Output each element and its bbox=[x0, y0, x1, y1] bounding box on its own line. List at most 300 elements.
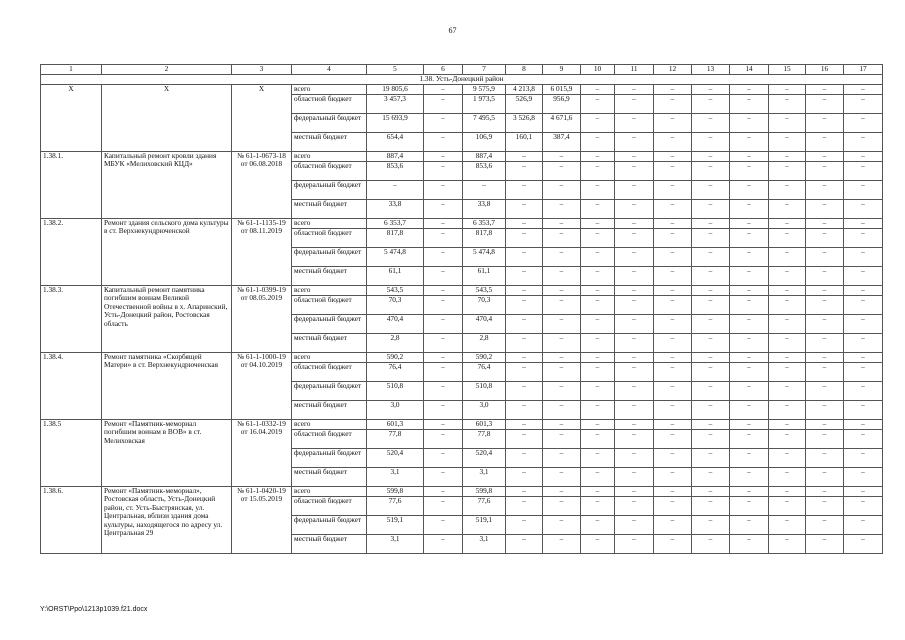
value-cell: – bbox=[424, 248, 463, 267]
value-cell: – bbox=[730, 334, 769, 353]
value-cell: – bbox=[424, 267, 463, 286]
value-cell: – bbox=[730, 487, 769, 497]
budget-source: областной бюджет bbox=[292, 162, 367, 181]
value-cell: – bbox=[654, 267, 692, 286]
value-cell: 77,8 bbox=[463, 430, 506, 449]
value-cell: – bbox=[506, 267, 543, 286]
value-cell: – bbox=[424, 95, 463, 114]
value-cell: 2,8 bbox=[463, 334, 506, 353]
value-cell: – bbox=[844, 420, 883, 430]
value-cell: – bbox=[581, 487, 615, 497]
value-cell: – bbox=[806, 296, 844, 315]
value-cell: – bbox=[615, 430, 654, 449]
value-cell: – bbox=[543, 497, 581, 516]
value-cell: – bbox=[543, 152, 581, 162]
value-cell: – bbox=[543, 229, 581, 248]
value-cell: – bbox=[769, 95, 806, 114]
value-cell: 70,3 bbox=[463, 296, 506, 315]
header-cell: 5 bbox=[367, 65, 424, 75]
value-cell: 3 526,8 bbox=[506, 114, 543, 133]
value-cell: – bbox=[581, 468, 615, 487]
value-cell: – bbox=[806, 85, 844, 95]
value-cell: – bbox=[506, 497, 543, 516]
value-cell: 3,1 bbox=[463, 468, 506, 487]
value-cell: – bbox=[692, 219, 730, 229]
value-cell: – bbox=[730, 229, 769, 248]
value-cell: – bbox=[424, 152, 463, 162]
value-cell: – bbox=[844, 401, 883, 420]
value-cell: – bbox=[730, 181, 769, 200]
value-cell: – bbox=[806, 353, 844, 363]
table-row bbox=[41, 487, 883, 497]
value-cell: – bbox=[424, 85, 463, 95]
value-cell: – bbox=[581, 353, 615, 363]
section-row bbox=[41, 75, 883, 85]
item-number: Х bbox=[41, 85, 102, 152]
value-cell: – bbox=[654, 133, 692, 152]
value-cell: – bbox=[692, 200, 730, 219]
value-cell: – bbox=[769, 497, 806, 516]
value-cell: 3,0 bbox=[367, 401, 424, 420]
value-cell: – bbox=[543, 286, 581, 296]
value-cell: – bbox=[806, 420, 844, 430]
value-cell: – bbox=[806, 267, 844, 286]
value-cell: – bbox=[692, 334, 730, 353]
value-cell: – bbox=[730, 516, 769, 535]
header-cell: 15 bbox=[769, 65, 806, 75]
value-cell: – bbox=[654, 468, 692, 487]
item-name: Ремонт здания сельского дома культуры в ст. Верхнекундрюченской bbox=[102, 219, 232, 286]
value-cell: – bbox=[543, 535, 581, 554]
value-cell: – bbox=[769, 248, 806, 267]
value-cell: – bbox=[844, 248, 883, 267]
value-cell: – bbox=[730, 286, 769, 296]
value-cell: – bbox=[769, 133, 806, 152]
value-cell: – bbox=[506, 315, 543, 334]
value-cell: – bbox=[543, 219, 581, 229]
item-number: 1.38.4. bbox=[41, 353, 102, 420]
header-cell: 12 bbox=[654, 65, 692, 75]
value-cell: – bbox=[692, 363, 730, 382]
value-cell: – bbox=[654, 487, 692, 497]
value-cell: – bbox=[844, 363, 883, 382]
header-cell: 14 bbox=[730, 65, 769, 75]
value-cell: – bbox=[769, 535, 806, 554]
value-cell: – bbox=[424, 401, 463, 420]
value-cell: – bbox=[844, 200, 883, 219]
value-cell: – bbox=[424, 181, 463, 200]
value-cell: 76,4 bbox=[367, 363, 424, 382]
value-cell: 77,8 bbox=[367, 430, 424, 449]
value-cell: – bbox=[506, 535, 543, 554]
value-cell: 956,9 bbox=[543, 95, 581, 114]
value-cell: – bbox=[692, 449, 730, 468]
value-cell: – bbox=[424, 353, 463, 363]
value-cell: – bbox=[506, 468, 543, 487]
value-cell: – bbox=[692, 430, 730, 449]
value-cell: – bbox=[367, 181, 424, 200]
value-cell: – bbox=[543, 162, 581, 181]
value-cell: 5 474,8 bbox=[463, 248, 506, 267]
value-cell: – bbox=[506, 334, 543, 353]
value-cell: – bbox=[581, 286, 615, 296]
value-cell: – bbox=[769, 286, 806, 296]
value-cell: – bbox=[806, 200, 844, 219]
value-cell: 601,3 bbox=[463, 420, 506, 430]
budget-source: местный бюджет bbox=[292, 200, 367, 219]
value-cell: 3,1 bbox=[367, 535, 424, 554]
value-cell: – bbox=[769, 162, 806, 181]
value-cell: – bbox=[692, 382, 730, 401]
value-cell: – bbox=[543, 181, 581, 200]
value-cell: – bbox=[424, 133, 463, 152]
value-cell: 601,3 bbox=[367, 420, 424, 430]
value-cell: – bbox=[692, 401, 730, 420]
value-cell: – bbox=[543, 334, 581, 353]
value-cell: – bbox=[424, 296, 463, 315]
value-cell: – bbox=[730, 497, 769, 516]
value-cell: – bbox=[806, 449, 844, 468]
value-cell: – bbox=[844, 315, 883, 334]
value-cell: – bbox=[769, 200, 806, 219]
value-cell: – bbox=[806, 114, 844, 133]
value-cell: – bbox=[769, 487, 806, 497]
value-cell: – bbox=[543, 353, 581, 363]
budget-source: областной бюджет bbox=[292, 296, 367, 315]
value-cell: 15 693,9 bbox=[367, 114, 424, 133]
value-cell: – bbox=[769, 296, 806, 315]
value-cell: 520,4 bbox=[463, 449, 506, 468]
value-cell: – bbox=[654, 114, 692, 133]
value-cell: – bbox=[769, 229, 806, 248]
value-cell: – bbox=[806, 162, 844, 181]
value-cell: – bbox=[615, 267, 654, 286]
value-cell: – bbox=[692, 286, 730, 296]
value-cell: 19 805,6 bbox=[367, 85, 424, 95]
value-cell: – bbox=[615, 152, 654, 162]
value-cell: – bbox=[654, 353, 692, 363]
budget-source: всего bbox=[292, 286, 367, 296]
item-document: № 61-1-1000-19 от 04.10.2019 bbox=[232, 353, 292, 420]
value-cell: – bbox=[615, 516, 654, 535]
budget-source: местный бюджет bbox=[292, 401, 367, 420]
value-cell: 160,1 bbox=[506, 133, 543, 152]
value-cell: – bbox=[806, 401, 844, 420]
value-cell: – bbox=[615, 219, 654, 229]
table-row bbox=[41, 85, 883, 95]
value-cell: 6 353,7 bbox=[463, 219, 506, 229]
value-cell: – bbox=[615, 181, 654, 200]
value-cell: – bbox=[654, 162, 692, 181]
value-cell: – bbox=[806, 152, 844, 162]
value-cell: 3,1 bbox=[367, 468, 424, 487]
value-cell: – bbox=[844, 334, 883, 353]
value-cell: – bbox=[844, 152, 883, 162]
value-cell: – bbox=[463, 181, 506, 200]
value-cell: – bbox=[654, 334, 692, 353]
value-cell: – bbox=[543, 200, 581, 219]
value-cell: 817,8 bbox=[367, 229, 424, 248]
value-cell: – bbox=[543, 449, 581, 468]
value-cell: 76,4 bbox=[463, 363, 506, 382]
value-cell: – bbox=[692, 152, 730, 162]
value-cell: – bbox=[506, 162, 543, 181]
value-cell: – bbox=[615, 401, 654, 420]
value-cell: – bbox=[424, 363, 463, 382]
value-cell: – bbox=[654, 497, 692, 516]
budget-source: местный бюджет bbox=[292, 334, 367, 353]
value-cell: – bbox=[581, 162, 615, 181]
value-cell: 3,0 bbox=[463, 401, 506, 420]
value-cell: – bbox=[543, 430, 581, 449]
value-cell: – bbox=[654, 200, 692, 219]
value-cell: – bbox=[654, 95, 692, 114]
value-cell: – bbox=[424, 219, 463, 229]
value-cell: – bbox=[581, 200, 615, 219]
budget-source: областной бюджет bbox=[292, 229, 367, 248]
value-cell: 5 474,8 bbox=[367, 248, 424, 267]
value-cell: 2,8 bbox=[367, 334, 424, 353]
value-cell: – bbox=[730, 468, 769, 487]
value-cell: – bbox=[506, 152, 543, 162]
value-cell: – bbox=[581, 401, 615, 420]
budget-source: всего bbox=[292, 487, 367, 497]
item-name: Ремонт «Памятник-мемориал погибшим воинам в ВОВ» в ст. Мелиховская bbox=[102, 420, 232, 487]
value-cell: 3 457,3 bbox=[367, 95, 424, 114]
item-document: № 61-1-0420-19 от 15.05.2019 bbox=[232, 487, 292, 554]
value-cell: – bbox=[730, 133, 769, 152]
value-cell: – bbox=[506, 219, 543, 229]
item-name: Х bbox=[102, 85, 232, 152]
value-cell: 6 353,7 bbox=[367, 219, 424, 229]
value-cell: – bbox=[769, 267, 806, 286]
budget-source: федеральный бюджет bbox=[292, 449, 367, 468]
header-cell: 6 bbox=[424, 65, 463, 75]
item-name: Капитальный ремонт кровли здания МБУК «Мелиховский КЦД» bbox=[102, 152, 232, 219]
value-cell: – bbox=[844, 468, 883, 487]
value-cell: – bbox=[581, 114, 615, 133]
value-cell: – bbox=[615, 162, 654, 181]
value-cell: – bbox=[615, 363, 654, 382]
value-cell: – bbox=[730, 401, 769, 420]
value-cell: – bbox=[581, 449, 615, 468]
header-cell: 2 bbox=[102, 65, 232, 75]
item-document: Х bbox=[232, 85, 292, 152]
value-cell: – bbox=[424, 430, 463, 449]
value-cell: – bbox=[581, 334, 615, 353]
value-cell: – bbox=[806, 382, 844, 401]
value-cell: – bbox=[806, 334, 844, 353]
value-cell: – bbox=[506, 248, 543, 267]
table-row bbox=[41, 219, 883, 229]
value-cell: – bbox=[730, 200, 769, 219]
value-cell: – bbox=[806, 363, 844, 382]
value-cell: – bbox=[806, 229, 844, 248]
budget-source: федеральный бюджет bbox=[292, 382, 367, 401]
value-cell: – bbox=[581, 229, 615, 248]
value-cell: 510,8 bbox=[463, 382, 506, 401]
budget-source: федеральный бюджет bbox=[292, 248, 367, 267]
value-cell: – bbox=[615, 535, 654, 554]
value-cell: – bbox=[806, 219, 844, 229]
value-cell: – bbox=[654, 363, 692, 382]
value-cell: – bbox=[615, 229, 654, 248]
value-cell: – bbox=[581, 497, 615, 516]
budget-source: федеральный бюджет bbox=[292, 114, 367, 133]
value-cell: – bbox=[769, 315, 806, 334]
value-cell: – bbox=[844, 535, 883, 554]
value-cell: – bbox=[581, 248, 615, 267]
value-cell: 387,4 bbox=[543, 133, 581, 152]
value-cell: – bbox=[581, 535, 615, 554]
value-cell: – bbox=[581, 430, 615, 449]
value-cell: 33,8 bbox=[463, 200, 506, 219]
value-cell: – bbox=[581, 95, 615, 114]
value-cell: – bbox=[844, 133, 883, 152]
value-cell: 526,9 bbox=[506, 95, 543, 114]
value-cell: – bbox=[654, 219, 692, 229]
value-cell: – bbox=[806, 468, 844, 487]
budget-source: местный бюджет bbox=[292, 267, 367, 286]
value-cell: – bbox=[730, 382, 769, 401]
value-cell: 520,4 bbox=[367, 449, 424, 468]
value-cell: – bbox=[543, 487, 581, 497]
value-cell: – bbox=[615, 248, 654, 267]
value-cell: – bbox=[654, 382, 692, 401]
value-cell: – bbox=[654, 296, 692, 315]
value-cell: – bbox=[769, 114, 806, 133]
value-cell: – bbox=[769, 382, 806, 401]
value-cell: – bbox=[654, 535, 692, 554]
value-cell: 519,1 bbox=[367, 516, 424, 535]
value-cell: – bbox=[844, 229, 883, 248]
value-cell: – bbox=[806, 133, 844, 152]
value-cell: 590,2 bbox=[463, 353, 506, 363]
value-cell: – bbox=[424, 535, 463, 554]
value-cell: 543,5 bbox=[463, 286, 506, 296]
value-cell: – bbox=[769, 85, 806, 95]
value-cell: – bbox=[654, 85, 692, 95]
value-cell: – bbox=[654, 430, 692, 449]
value-cell: – bbox=[844, 296, 883, 315]
value-cell: – bbox=[654, 286, 692, 296]
header-cell: 11 bbox=[615, 65, 654, 75]
value-cell: – bbox=[730, 95, 769, 114]
value-cell: – bbox=[424, 516, 463, 535]
value-cell: – bbox=[543, 420, 581, 430]
value-cell: 599,8 bbox=[367, 487, 424, 497]
value-cell: – bbox=[730, 449, 769, 468]
value-cell: – bbox=[844, 181, 883, 200]
budget-source: всего bbox=[292, 420, 367, 430]
value-cell: – bbox=[615, 449, 654, 468]
value-cell: – bbox=[654, 401, 692, 420]
value-cell: – bbox=[654, 248, 692, 267]
value-cell: – bbox=[506, 363, 543, 382]
value-cell: 4 671,6 bbox=[543, 114, 581, 133]
value-cell: – bbox=[844, 353, 883, 363]
value-cell: 817,8 bbox=[463, 229, 506, 248]
value-cell: – bbox=[506, 296, 543, 315]
table-row bbox=[41, 286, 883, 296]
value-cell: – bbox=[615, 315, 654, 334]
value-cell: – bbox=[692, 114, 730, 133]
header-cell: 10 bbox=[581, 65, 615, 75]
value-cell: – bbox=[543, 468, 581, 487]
item-number: 1.38.3. bbox=[41, 286, 102, 353]
item-document: № 61-1-0673-18 от 06.08.2018 bbox=[232, 152, 292, 219]
value-cell: – bbox=[581, 267, 615, 286]
value-cell: – bbox=[506, 353, 543, 363]
value-cell: – bbox=[654, 229, 692, 248]
value-cell: – bbox=[692, 497, 730, 516]
item-number: 1.38.2. bbox=[41, 219, 102, 286]
value-cell: – bbox=[506, 420, 543, 430]
item-number: 1.38.5 bbox=[41, 420, 102, 487]
value-cell: – bbox=[506, 487, 543, 497]
header-row bbox=[41, 65, 883, 75]
value-cell: – bbox=[654, 181, 692, 200]
value-cell: – bbox=[806, 181, 844, 200]
value-cell: 9 575,9 bbox=[463, 85, 506, 95]
value-cell: – bbox=[806, 95, 844, 114]
value-cell: – bbox=[506, 286, 543, 296]
value-cell: – bbox=[692, 248, 730, 267]
value-cell: 70,3 bbox=[367, 296, 424, 315]
item-document: № 61-1-1135-19 от 08.11.2019 bbox=[232, 219, 292, 286]
value-cell: – bbox=[844, 85, 883, 95]
value-cell: – bbox=[506, 430, 543, 449]
value-cell: – bbox=[424, 114, 463, 133]
value-cell: – bbox=[581, 516, 615, 535]
value-cell: – bbox=[692, 468, 730, 487]
value-cell: – bbox=[654, 516, 692, 535]
value-cell: 887,4 bbox=[463, 152, 506, 162]
value-cell: – bbox=[806, 248, 844, 267]
value-cell: 654,4 bbox=[367, 133, 424, 152]
value-cell: – bbox=[730, 162, 769, 181]
header-cell: 16 bbox=[806, 65, 844, 75]
value-cell: – bbox=[424, 200, 463, 219]
value-cell: – bbox=[654, 449, 692, 468]
value-cell: – bbox=[506, 516, 543, 535]
value-cell: – bbox=[692, 353, 730, 363]
header-cell: 17 bbox=[844, 65, 883, 75]
value-cell: – bbox=[424, 487, 463, 497]
value-cell: – bbox=[806, 430, 844, 449]
item-name: Капитальный ремонт памятника погибшим воинам Великой Отечественной войны в х. Апаринский, Усть-Донецкий район, Ростовская область bbox=[102, 286, 232, 353]
value-cell: 887,4 bbox=[367, 152, 424, 162]
value-cell: – bbox=[615, 114, 654, 133]
value-cell: – bbox=[769, 219, 806, 229]
value-cell: – bbox=[615, 353, 654, 363]
value-cell: – bbox=[615, 286, 654, 296]
value-cell: – bbox=[769, 420, 806, 430]
value-cell: – bbox=[654, 315, 692, 334]
value-cell: – bbox=[424, 382, 463, 401]
value-cell: – bbox=[581, 152, 615, 162]
value-cell: – bbox=[769, 181, 806, 200]
value-cell: – bbox=[615, 382, 654, 401]
value-cell: – bbox=[692, 315, 730, 334]
value-cell: – bbox=[543, 267, 581, 286]
value-cell: – bbox=[506, 229, 543, 248]
budget-source: всего bbox=[292, 219, 367, 229]
budget-source: областной бюджет bbox=[292, 363, 367, 382]
value-cell: – bbox=[730, 420, 769, 430]
value-cell: – bbox=[692, 181, 730, 200]
value-cell: – bbox=[581, 363, 615, 382]
